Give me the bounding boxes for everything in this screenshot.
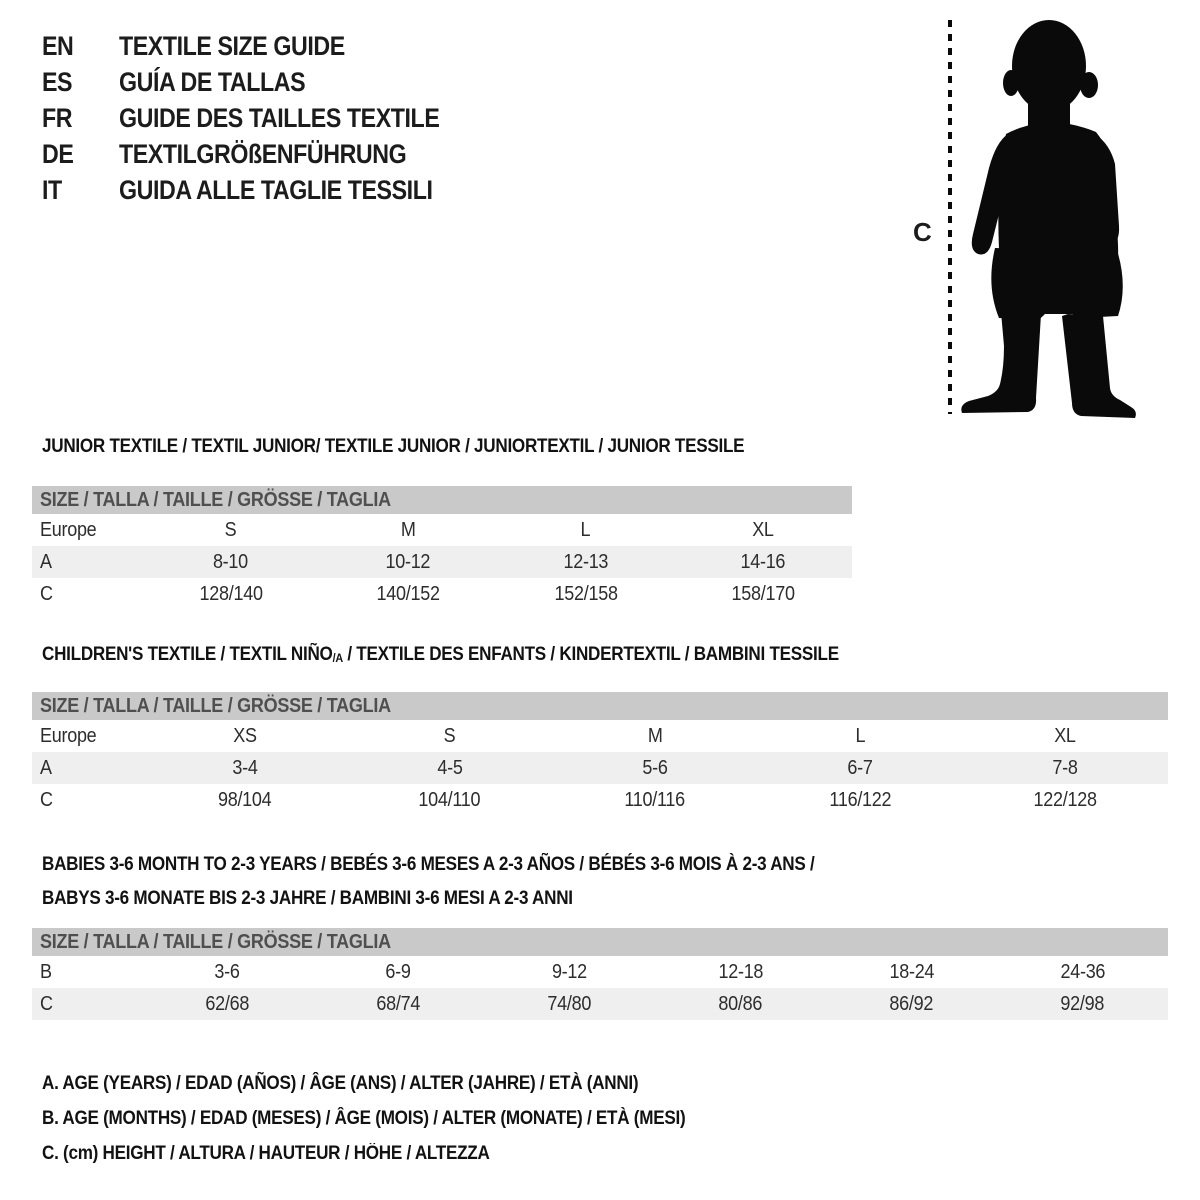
size-cell: 18-24: [889, 960, 934, 983]
row-label: Europe: [40, 518, 97, 541]
size-header-label: SIZE / TALLA / TAILLE / GRÖSSE / TAGLIA: [40, 488, 391, 511]
toddler-silhouette: [900, 0, 1160, 430]
section-title: [42, 430, 822, 464]
size-cell: XS: [232, 724, 257, 747]
size-cell: 122/128: [1033, 788, 1098, 811]
size-cell: 12-13: [563, 550, 609, 573]
section-title-line: [42, 882, 900, 916]
size-cell: 14-16: [740, 550, 786, 573]
size-cell: 3-6: [214, 960, 241, 983]
size-cell: 104/110: [418, 788, 481, 811]
row-label: B: [40, 960, 52, 983]
language-code: FR: [42, 102, 73, 133]
size-cell: L: [580, 518, 591, 541]
size-cell: 92/98: [1060, 992, 1105, 1015]
size-table: [32, 486, 852, 610]
size-cell: 4-5: [437, 756, 463, 779]
section-title-text: JUNIOR TEXTILE / TEXTIL JUNIOR/ TEXTILE JUNIOR / JUNIORTEXTIL / JUNIOR TESSILE: [42, 436, 745, 457]
size-cell: 68/74: [376, 992, 421, 1015]
size-cell: M: [647, 724, 663, 747]
table-row: [32, 956, 1168, 988]
size-header-row: [32, 486, 852, 514]
section-title-line: [42, 430, 822, 464]
language-code: ES: [42, 66, 73, 97]
size-cell: 9-12: [552, 960, 587, 983]
language-title: TEXTILGRÖßENFÜHRUNG: [119, 138, 407, 169]
footnote-line: B. AGE (MONTHS) / EDAD (MESES) / ÂGE (MOIS) / ALTER (MONATE) / ETÀ (MESI): [42, 1108, 686, 1129]
section-title-text: /A: [332, 651, 343, 665]
size-cell: 62/68: [205, 992, 250, 1015]
footnote-line: A. AGE (YEARS) / EDAD (AÑOS) / ÂGE (ANS) / ALTER (JAHRE) / ETÀ (ANNI): [42, 1073, 639, 1094]
size-cell: 6-7: [847, 756, 873, 779]
size-header-row: [32, 928, 1168, 956]
size-cell: S: [224, 518, 237, 541]
language-row: [42, 172, 492, 208]
language-row: [42, 100, 492, 136]
size-header-label: SIZE / TALLA / TAILLE / GRÖSSE / TAGLIA: [40, 694, 391, 717]
size-cell: S: [443, 724, 456, 747]
size-cell: M: [400, 518, 416, 541]
size-cell: 128/140: [199, 582, 263, 605]
row-label: A: [40, 756, 52, 779]
size-cell: 80/86: [718, 992, 763, 1015]
language-row: [42, 136, 492, 172]
size-table: [32, 692, 1168, 816]
row-label: C: [40, 788, 53, 811]
table-row: [32, 578, 852, 610]
language-title: GUIDE DES TAILLES TEXTILE: [119, 102, 440, 133]
height-label: C: [913, 217, 932, 247]
size-cell: 158/170: [731, 582, 795, 605]
language-code: EN: [42, 30, 74, 61]
size-cell: 12-18: [718, 960, 763, 983]
row-label: C: [40, 992, 53, 1015]
language-row: [42, 28, 492, 64]
language-title: TEXTILE SIZE GUIDE: [119, 30, 345, 61]
section-title: [42, 638, 927, 673]
language-row: [42, 64, 492, 100]
size-header-label: SIZE / TALLA / TAILLE / GRÖSSE / TAGLIA: [40, 930, 391, 953]
language-title: GUÍA DE TALLAS: [119, 66, 306, 97]
size-cell: 3-4: [231, 756, 258, 779]
size-cell: 6-9: [385, 960, 412, 983]
table-row: [32, 720, 1168, 752]
section-title-text: BABIES 3-6 MONTH TO 2-3 YEARS / BEBÉS 3-6 MESES A 2-3 AÑOS / BÉBÉS 3-6 MOIS À 2-3 ANS /: [42, 854, 815, 875]
footnotes: [42, 1066, 757, 1171]
row-label: Europe: [40, 724, 97, 747]
row-label: C: [40, 582, 53, 605]
language-title: GUIDA ALLE TAGLIE TESSILI: [119, 174, 433, 205]
size-cell: 98/104: [217, 788, 272, 811]
language-code: DE: [42, 138, 74, 169]
size-cell: 10-12: [385, 550, 431, 573]
section-title-text: / TEXTILE DES ENFANTS / KINDERTEXTIL / BAMBINI TESSILE: [342, 644, 839, 665]
size-cell: XL: [1054, 724, 1077, 747]
size-cell: 5-6: [642, 756, 668, 779]
table-row: [32, 546, 852, 578]
size-cell: 74/80: [547, 992, 592, 1015]
section-title-text: BABYS 3-6 MONATE BIS 2-3 JAHRE / BAMBINI 3-6 MESI A 2-3 ANNI: [42, 888, 573, 909]
size-table: [32, 928, 1168, 1020]
table-row: [32, 752, 1168, 784]
section-title-line: [42, 848, 900, 882]
size-cell: XL: [752, 518, 774, 541]
section-title: [42, 848, 900, 916]
size-cell: 7-8: [1052, 756, 1079, 779]
size-cell: 24-36: [1060, 960, 1105, 983]
size-cell: 152/158: [554, 582, 618, 605]
footnote-line: C. (cm) HEIGHT / ALTURA / HAUTEUR / HÖHE / ALTEZZA: [42, 1143, 490, 1164]
section-title-text: CHILDREN'S TEXTILE / TEXTIL NIÑO: [42, 644, 333, 665]
row-label: A: [40, 550, 52, 573]
language-guide: [42, 28, 492, 208]
language-code: IT: [42, 174, 62, 205]
section-title-line: [42, 638, 927, 673]
size-header-row: [32, 692, 1168, 720]
size-cell: 140/152: [376, 582, 440, 605]
size-cell: L: [855, 724, 866, 747]
table-row: [32, 988, 1168, 1020]
size-cell: 110/116: [624, 788, 686, 811]
table-row: [32, 784, 1168, 816]
size-cell: 86/92: [889, 992, 934, 1015]
table-row: [32, 514, 852, 546]
size-cell: 8-10: [213, 550, 249, 573]
size-cell: 116/122: [829, 788, 892, 811]
toddler-silhouette-shape: [961, 20, 1136, 418]
